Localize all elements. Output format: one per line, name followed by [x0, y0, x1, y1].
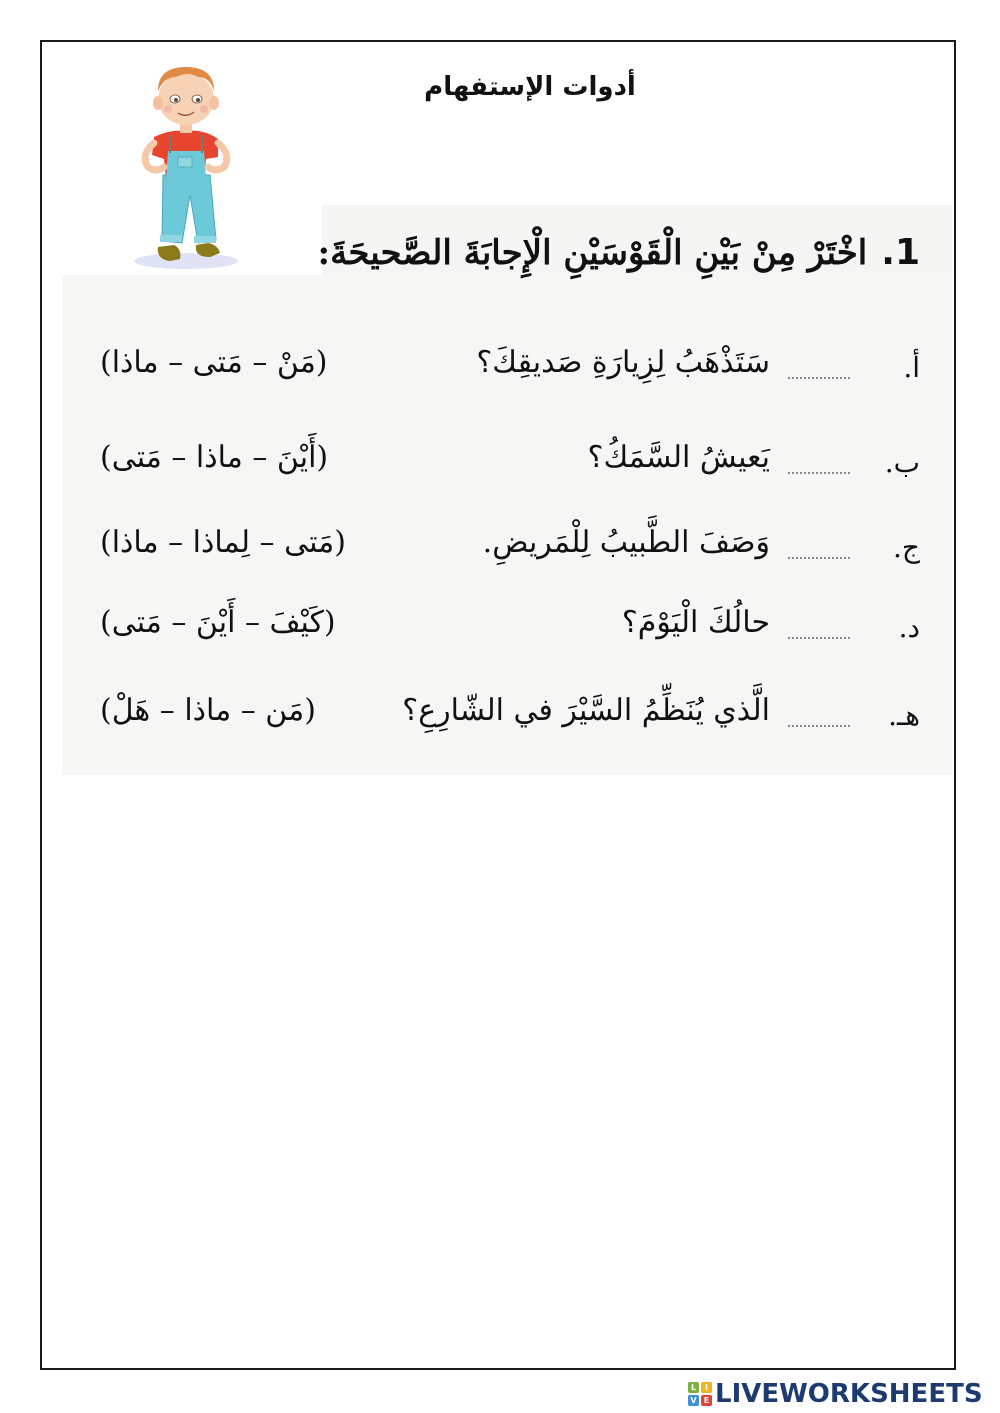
logo-text: LIVEWORKSHEETS — [715, 1379, 983, 1409]
exercise-instruction: اخْتَرْ مِنْ بَيْنِ الْقَوْسَيْنِ الْإِجابَةَ الصَّحيحَةَ: — [317, 233, 868, 273]
answer-blank[interactable] — [788, 637, 850, 639]
worksheet-title: أدوات الإستفهام — [424, 72, 636, 102]
boy-illustration — [118, 55, 253, 275]
question-row — [90, 605, 920, 665]
question-letter: ج. — [893, 531, 920, 564]
question-row — [90, 345, 920, 405]
logo-letter: E — [701, 1395, 712, 1406]
question-sentence: وَصَفَ الطَّبيبُ لِلْمَريضِ. — [482, 525, 770, 560]
question-letter: هـ. — [888, 699, 920, 732]
question-sentence: يَعيشُ السَّمَكُ؟ — [587, 440, 770, 475]
exercise-heading — [318, 232, 920, 273]
logo-mark-icon — [688, 1382, 712, 1406]
question-sentence: سَتَذْهَبُ لِزِيارَةِ صَديقِكَ؟ — [476, 345, 770, 380]
question-row — [90, 525, 920, 585]
answer-blank[interactable] — [788, 557, 850, 559]
answer-choices: (مَنْ – مَتى – ماذا) — [100, 345, 328, 380]
question-letter: د. — [898, 611, 920, 644]
logo-letter: I — [701, 1382, 712, 1393]
question-letter: أ. — [903, 351, 920, 384]
answer-choices: (كَيْفَ – أَيْنَ – مَتى) — [100, 605, 336, 640]
liveworksheets-logo[interactable] — [688, 1380, 983, 1408]
answer-choices: (أَيْنَ – ماذا – مَتى) — [100, 440, 329, 475]
exercise-number: 1. — [881, 232, 920, 273]
answer-choices: (مَن – ماذا – هَلْ) — [100, 693, 316, 728]
question-letter: ب. — [884, 446, 920, 479]
question-sentence: الَّذي يُنَظِّمُ السَّيْرَ في الشّارِعِ؟ — [402, 693, 770, 728]
logo-letter: V — [688, 1395, 699, 1406]
answer-blank[interactable] — [788, 472, 850, 474]
question-row — [90, 440, 920, 500]
answer-blank[interactable] — [788, 377, 850, 379]
answer-blank[interactable] — [788, 725, 850, 727]
answer-choices: (مَتى – لِماذا – ماذا) — [100, 525, 346, 560]
question-sentence: حالُكَ الْيَوْمَ؟ — [621, 605, 770, 640]
logo-letter: L — [688, 1382, 699, 1393]
question-row — [90, 693, 920, 753]
